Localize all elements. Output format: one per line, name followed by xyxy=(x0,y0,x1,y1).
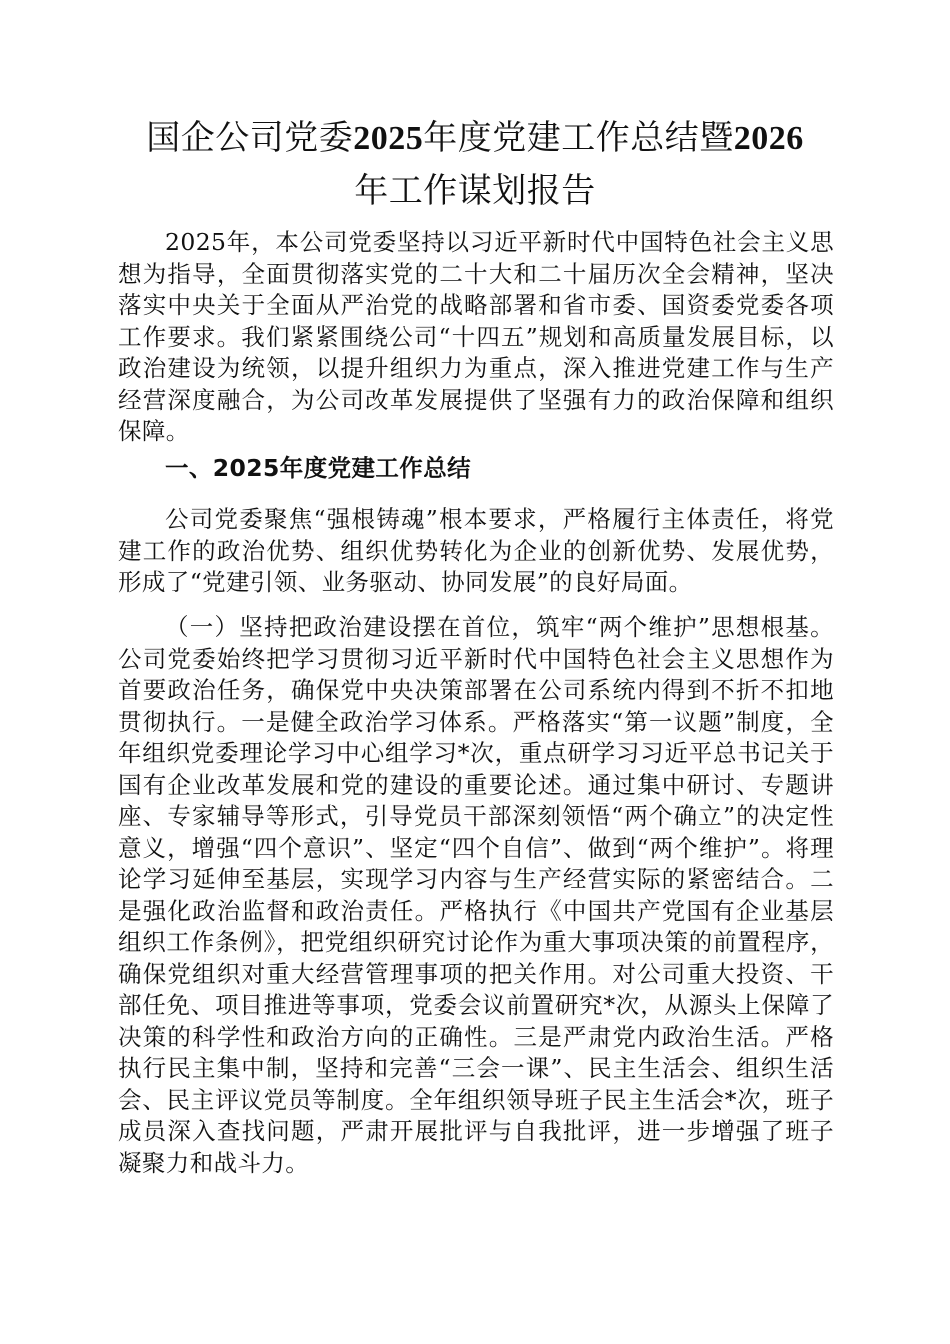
intro-paragraph: 2025年，本公司党委坚持以习近平新时代中国特色社会主义思想为指导，全面贯彻落实党的二十大和二十届历次全会精神，坚决落实中央关于全面从严治党的战略部署和省市委、国资委党委各项工作要求。我们紧紧围绕公司“十四五”规划和高质量发展目标，以政治建设为统领，以提升组织力为重点，深入推进党建工作与生产经营深度融合，为公司改革发展提供了坚强有力的政治保障和组织保障。 xyxy=(118,228,834,445)
title-text-part2: 年度党建工作总结暨 xyxy=(423,118,734,158)
section-intro-paragraph: 公司党委聚焦“强根铸魂”根本要求，严格履行主体责任，将党建工作的政治优势、组织优势转化为企业的创新优势、发展优势，形成了“党建引领、业务驱动、协同发展”的良好局面。 xyxy=(118,505,834,596)
title-text-part1: 国企公司党委 xyxy=(146,118,354,158)
section-heading: 一、2025年度党建工作总结 xyxy=(165,454,472,482)
document-title xyxy=(90,112,860,217)
title-year-2026: 2026 xyxy=(733,120,804,157)
title-text-part3: 年工作谋划报告 xyxy=(354,171,596,211)
section-item-paragraph: （一）坚持把政治建设摆在首位，筑牢“两个维护”思想根基。公司党委始终把学习贯彻习近平新时代中国特色社会主义思想作为首要政治任务，确保党中央决策部署在公司系统内得到不折不扣地贯彻执行。一是健全政治学习体系。严格落实“第一议题”制度，全年组织党委理论学习中心组学习*次，重点研学习习近平总书记关于国有企业改革发展和党的建设的重要论述。通过集中研讨、专题讲座、专家辅导等形式，引导党员干部深刻领悟“两个确立”的决定性意义，增强“四个意识”、坚定“四个自信”、做到“两个维护”。将理论学习延伸至基层，实现学习内容与生产经营实际的紧密结合。二是强化政治监督和政治责任。严格执行《中国共产党国有企业基层组织工作条例》，把党组织研究讨论作为重大事项决策的前置程序，确保党组织对重大经营管理事项的把关作用。对公司重大投资、干部任免、项目推进等事项，党委会议前置研究*次，从源头上保障了决策的科学性和政治方向的正确性。三是严肃党内政治生活。严格执行民主集中制，坚持和完善“三会一课”、民主生活会、组织生活会、民主评议党员等制度。全年组织领导班子民主生活会*次，班子成员深入查找问题，严肃开展批评与自我批评，进一步增强了班子凝聚力和战斗力。 xyxy=(118,613,834,1177)
title-year-2025: 2025 xyxy=(353,120,424,157)
